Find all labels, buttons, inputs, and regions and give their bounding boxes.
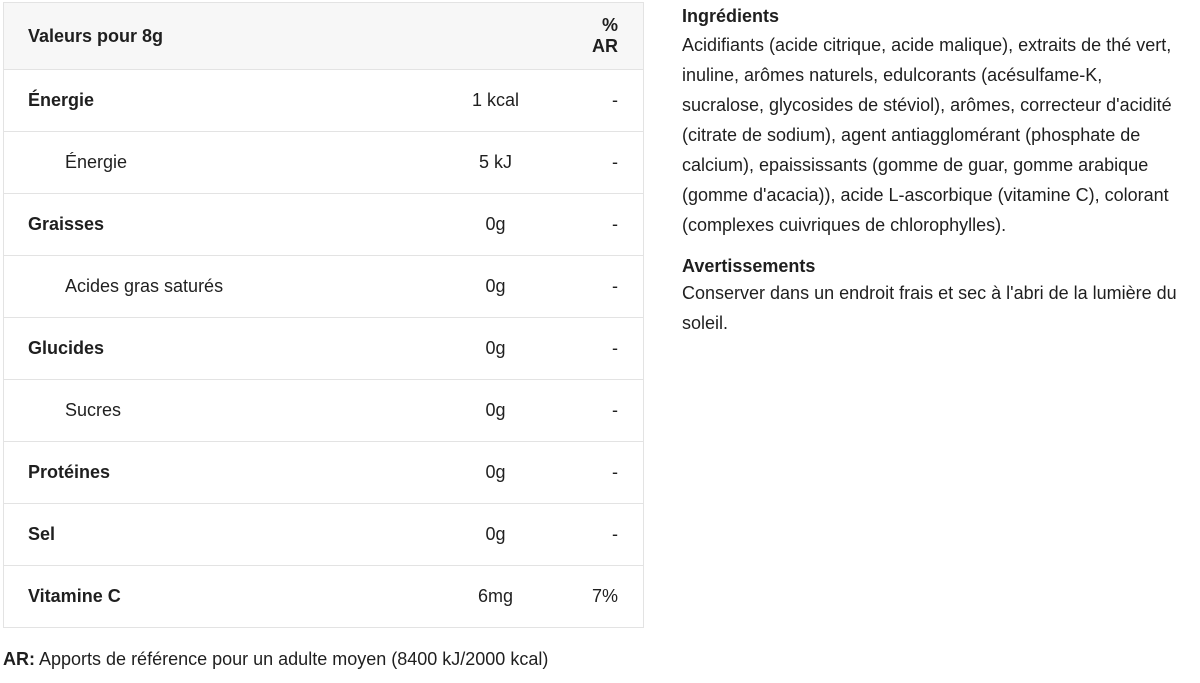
- nutrient-value: 1 kcal: [403, 70, 588, 132]
- nutrient-name: Protéines: [4, 442, 404, 504]
- nutrient-value: 0g: [403, 194, 588, 256]
- nutrient-value: 0g: [403, 256, 588, 318]
- nutrient-value: 0g: [403, 318, 588, 380]
- nutrition-table: [3, 2, 644, 628]
- table-row-energy-kcal: [4, 70, 644, 132]
- ingredients-text: Acidifiants (acide citrique, acide malique), extraits de thé vert, inuline, arômes naturels, edulcorants (acésulfame-K, sucralose, glycosides de stéviol), arômes, correcteur d'acidité (citrate de sodium), agent antiagglomérant (phosphate de calcium), epaississants (gomme de guar, gomme arabique (gomme d'acacia)), acide L-ascorbique (vitamine C), colorant (complexes cuivriques de chlorophylles).: [682, 35, 1172, 235]
- nutrient-value: 0g: [403, 442, 588, 504]
- table-row-sugars: [4, 380, 644, 442]
- header-ar: % AR: [588, 3, 644, 70]
- nutrient-ar: 7%: [588, 566, 644, 628]
- nutrient-name: Glucides: [4, 318, 404, 380]
- table-row-energy-kj: [4, 132, 644, 194]
- header-serving: Valeurs pour 8g: [4, 3, 404, 70]
- nutrient-name: Sucres: [4, 380, 404, 442]
- nutrient-name: Graisses: [4, 194, 404, 256]
- nutrient-ar: -: [588, 256, 644, 318]
- footnote-key: AR:: [3, 649, 35, 669]
- ingredients-title: Ingrédients: [682, 6, 780, 26]
- product-info: [682, 4, 1187, 352]
- nutrient-value: 0g: [403, 380, 588, 442]
- nutrition-table-header: [4, 3, 644, 70]
- warnings-text: Conserver dans un endroit frais et sec à l'abri de la lumière du soleil.: [682, 283, 1177, 333]
- table-row-fat: [4, 194, 644, 256]
- nutrient-name: Acides gras saturés: [4, 256, 404, 318]
- nutrient-ar: -: [588, 70, 644, 132]
- nutrient-value: 5 kJ: [403, 132, 588, 194]
- nutrient-ar: -: [588, 194, 644, 256]
- nutrient-name: Énergie: [4, 70, 404, 132]
- table-row-carbohydrates: [4, 318, 644, 380]
- nutrient-name: Sel: [4, 504, 404, 566]
- nutrient-name: Énergie: [4, 132, 404, 194]
- nutrient-value: 6mg: [403, 566, 588, 628]
- nutrient-ar: -: [588, 380, 644, 442]
- nutrient-name: Vitamine C: [4, 566, 404, 628]
- nutrient-ar: -: [588, 442, 644, 504]
- footnote-text: Apports de référence pour un adulte moyen (8400 kJ/2000 kcal): [35, 649, 549, 669]
- nutrient-ar: -: [588, 132, 644, 194]
- warnings-section: [682, 254, 1187, 338]
- nutrient-ar: -: [588, 318, 644, 380]
- warnings-title: Avertissements: [682, 256, 816, 276]
- header-value: [403, 3, 588, 70]
- ar-footnote: [3, 649, 548, 670]
- table-row-vitamin-c: [4, 566, 644, 628]
- table-row-protein: [4, 442, 644, 504]
- table-row-saturated-fat: [4, 256, 644, 318]
- nutrient-value: 0g: [403, 504, 588, 566]
- table-row-salt: [4, 504, 644, 566]
- nutrition-table-body: [4, 70, 644, 628]
- table-header-row: [4, 3, 644, 70]
- nutrient-ar: -: [588, 504, 644, 566]
- ingredients-section: [682, 4, 1187, 240]
